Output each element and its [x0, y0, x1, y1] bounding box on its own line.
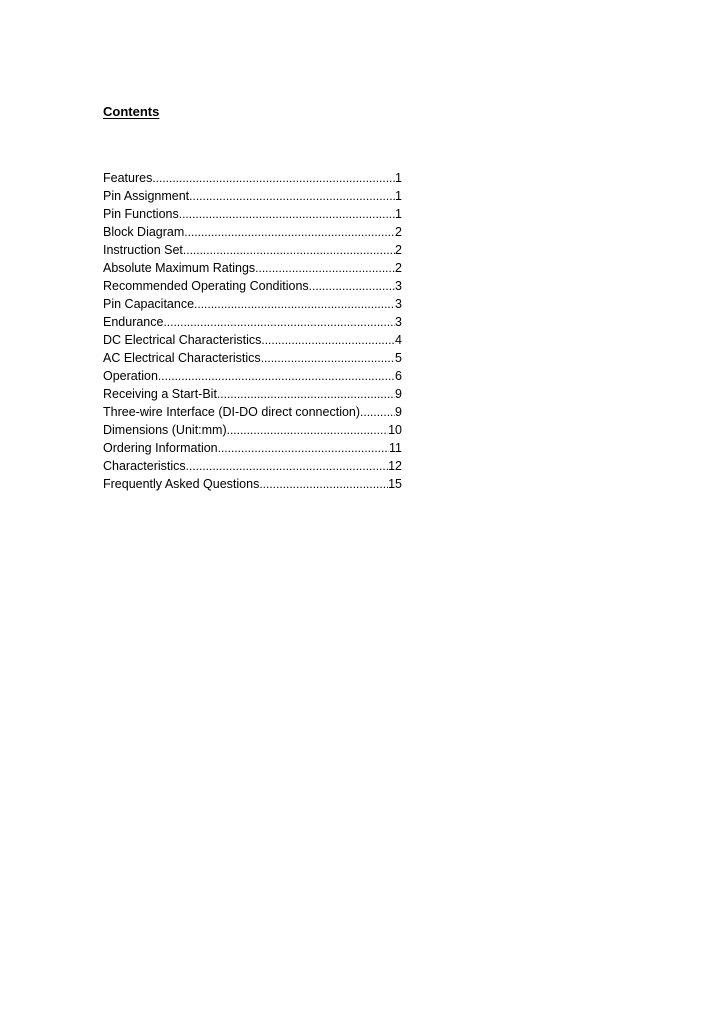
toc-dot-leader [261, 331, 395, 349]
toc-dot-leader [152, 169, 395, 187]
toc-entry-page: 9 [395, 387, 402, 401]
toc-entry-label: Instruction Set [103, 243, 183, 257]
toc-dot-leader [309, 277, 395, 295]
toc-dot-leader [179, 205, 395, 223]
toc-entry-page: 2 [395, 225, 402, 239]
toc-entry-label: Ordering Information [103, 441, 218, 455]
toc-dot-leader [184, 223, 395, 241]
toc-dot-leader [158, 367, 395, 385]
toc-entry-page: 11 [389, 441, 402, 455]
toc-dot-leader [259, 475, 388, 493]
toc-entry [103, 313, 402, 331]
toc-entry-label: Receiving a Start-Bit [103, 387, 217, 401]
toc-entry [103, 349, 402, 367]
toc-entry-label: Pin Functions [103, 207, 179, 221]
toc-dot-leader [183, 241, 395, 259]
toc-entry-page: 15 [388, 477, 402, 491]
toc-dot-leader [194, 295, 395, 313]
toc-entry-page: 5 [395, 351, 402, 365]
toc-entry-page: 2 [395, 243, 402, 257]
toc-dot-leader [227, 421, 388, 439]
toc-entry [103, 421, 402, 439]
toc-entry [103, 205, 402, 223]
toc-entry-label: Operation [103, 369, 158, 383]
toc-entry-page: 4 [395, 333, 402, 347]
toc-dot-leader [217, 385, 395, 403]
table-of-contents [103, 169, 402, 493]
toc-dot-leader [261, 349, 395, 367]
toc-entry [103, 403, 402, 421]
toc-dot-leader [360, 403, 395, 421]
toc-entry-label: Recommended Operating Conditions [103, 279, 309, 293]
toc-entry-label: Three-wire Interface (DI-DO direct connection) [103, 405, 361, 419]
toc-dot-leader [255, 259, 395, 277]
toc-entry [103, 475, 402, 493]
toc-dot-leader [186, 457, 388, 475]
toc-entry [103, 295, 402, 313]
toc-entry-page: 3 [395, 297, 402, 311]
toc-entry-label: Block Diagram [103, 225, 185, 239]
toc-entry [103, 457, 402, 475]
toc-entry [103, 259, 402, 277]
toc-entry-page: 6 [395, 369, 402, 383]
toc-entry-label: Characteristics [103, 459, 186, 473]
toc-entry [103, 277, 402, 295]
toc-entry [103, 439, 402, 457]
toc-entry-page: 1 [395, 171, 402, 185]
toc-entry-label: Frequently Asked Questions [103, 477, 260, 491]
toc-entry-label: Absolute Maximum Ratings [103, 261, 256, 275]
contents-title: Contents [103, 104, 160, 119]
toc-entry [103, 367, 402, 385]
toc-entry-page: 2 [395, 261, 402, 275]
toc-entry-page: 9 [395, 405, 402, 419]
toc-entry [103, 331, 402, 349]
toc-entry-label: Pin Assignment [103, 189, 190, 203]
toc-entry-page: 3 [395, 315, 402, 329]
toc-entry [103, 169, 402, 187]
toc-entry-label: DC Electrical Characteristics [103, 333, 262, 347]
toc-entry-page: 10 [388, 423, 402, 437]
toc-entry [103, 385, 402, 403]
toc-entry-page: 1 [395, 207, 402, 221]
toc-entry-page: 3 [395, 279, 402, 293]
toc-entry [103, 187, 402, 205]
toc-entry-label: Features [103, 171, 153, 185]
toc-entry-label: Pin Capacitance [103, 297, 195, 311]
toc-dot-leader [163, 313, 395, 331]
toc-entry-label: AC Electrical Characteristics [103, 351, 261, 365]
toc-dot-leader [189, 187, 395, 205]
toc-entry [103, 223, 402, 241]
toc-entry-page: 1 [395, 189, 402, 203]
toc-dot-leader [218, 439, 389, 457]
toc-entry-label: Endurance [103, 315, 164, 329]
toc-entry-page: 12 [388, 459, 402, 473]
toc-entry-label: Dimensions (Unit:mm) [103, 423, 227, 437]
toc-entry [103, 241, 402, 259]
